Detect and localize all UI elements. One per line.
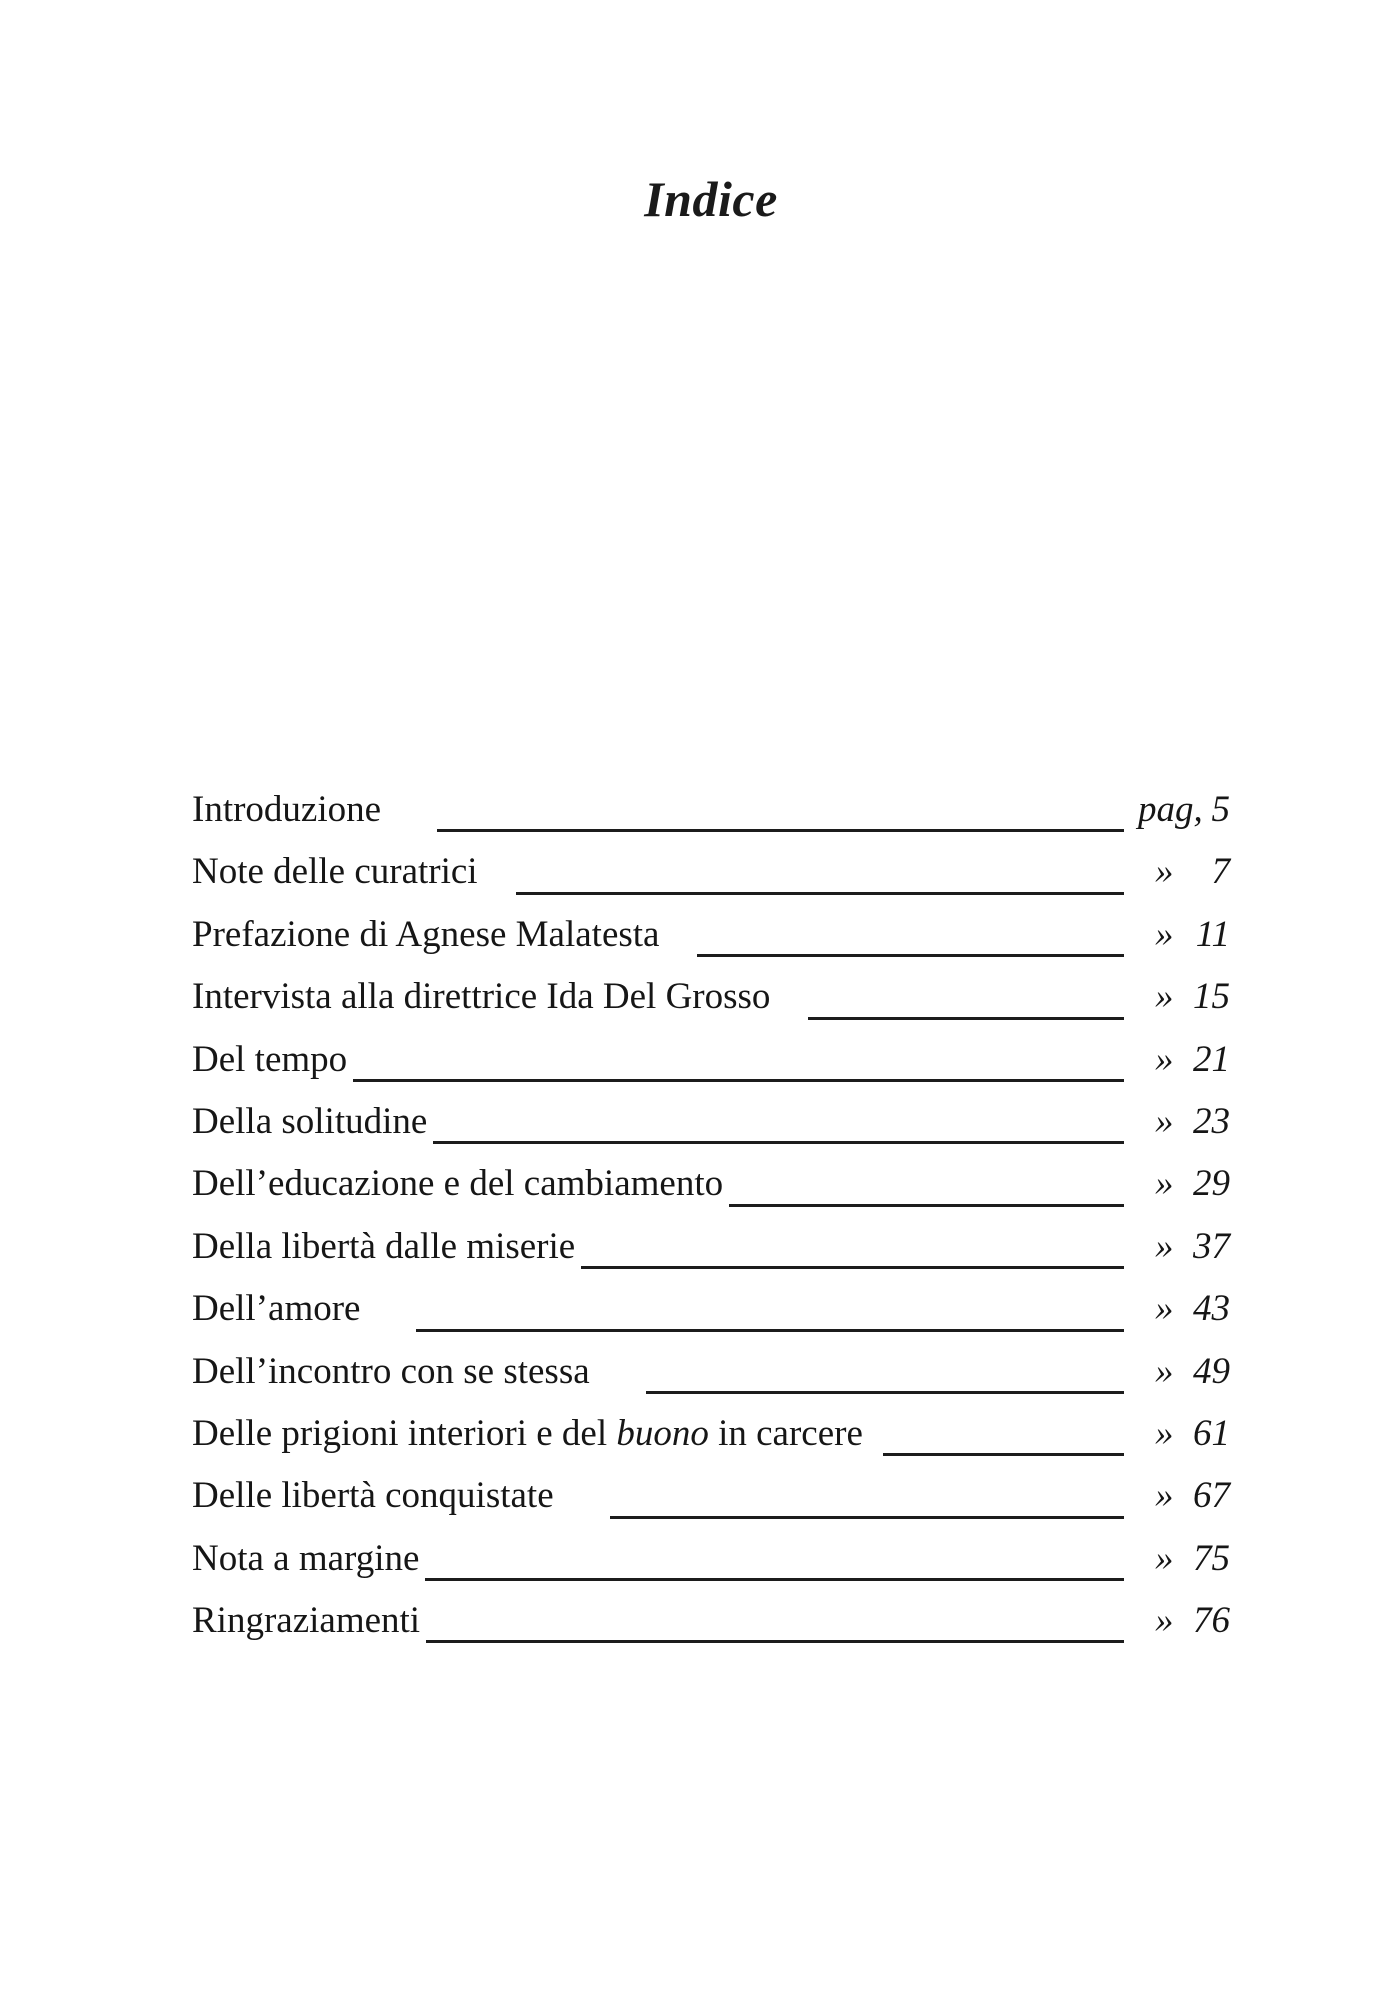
toc-page-column	[1138, 1590, 1230, 1652]
toc-row	[192, 1403, 1230, 1465]
toc-leader-line	[729, 1153, 1124, 1215]
toc-page-column	[1138, 1216, 1230, 1278]
toc-page-number: 29	[1193, 1163, 1230, 1205]
toc-page-mark: »	[1155, 1225, 1174, 1267]
toc-page-mark: »	[1155, 976, 1174, 1018]
toc-entry-label: Intervista alla direttrice Ida Del Grosso	[192, 976, 771, 1018]
toc-entry-label: Ringraziamenti	[192, 1600, 421, 1642]
toc-leader-line	[883, 1403, 1124, 1465]
toc-entry-label: Del tempo	[192, 1038, 348, 1080]
toc-leader-line	[416, 1278, 1124, 1340]
toc-page-mark: »	[1155, 1600, 1174, 1642]
toc-entry-label: Della libertà dalle miserie	[192, 1225, 576, 1267]
toc-entry-label-part: in carcere	[708, 1412, 863, 1454]
toc-page-number: 43	[1193, 1288, 1230, 1330]
toc-page-column	[1138, 1029, 1230, 1091]
toc-entry-label: Prefazione di Agnese Malatesta	[192, 913, 660, 955]
toc-row	[192, 1465, 1230, 1527]
toc-entry-label: Delle libertà conquistate	[192, 1475, 554, 1517]
toc-page-number: 61	[1193, 1412, 1230, 1454]
toc-leader-line	[697, 904, 1124, 966]
toc-row	[192, 1341, 1230, 1403]
toc-page-mark: »	[1155, 1537, 1174, 1579]
toc-page-column	[1138, 1403, 1230, 1465]
toc-page-column	[1138, 1465, 1230, 1527]
toc-page-column	[1138, 1153, 1230, 1215]
toc-page-column	[1138, 966, 1230, 1028]
toc-row	[192, 1216, 1230, 1278]
toc-leader-line	[581, 1216, 1124, 1278]
toc-entry-label: Nota a margine	[192, 1537, 420, 1579]
toc-leader-line	[646, 1341, 1124, 1403]
toc-page-number: 49	[1193, 1350, 1230, 1392]
toc-page-column	[1138, 841, 1230, 903]
page-title: Indice	[644, 171, 778, 227]
toc-page-mark: »	[1155, 1350, 1174, 1392]
toc-entry-label: Dell’educazione e del cambiamento	[192, 1163, 724, 1205]
toc-entry-label: Della solitudine	[192, 1100, 428, 1142]
toc-entry-label-part: Delle prigioni interiori e del	[192, 1412, 617, 1454]
toc-entry-label: Dell’incontro con se stessa	[192, 1350, 590, 1392]
toc-page-mark: »	[1155, 1100, 1174, 1142]
toc-leader-line	[433, 1091, 1124, 1153]
toc-leader-line	[353, 1029, 1124, 1091]
toc-page-column	[1138, 1341, 1230, 1403]
toc-page-mark: pag,	[1138, 789, 1203, 830]
toc-page-number: 5	[1211, 789, 1230, 830]
toc-page-column	[1138, 904, 1230, 966]
toc-page-mark: »	[1155, 913, 1174, 955]
toc-page-number: 67	[1193, 1475, 1230, 1517]
toc-row	[192, 1590, 1230, 1652]
toc-entry-label: Dell’amore	[192, 1288, 361, 1330]
toc-row	[192, 1278, 1230, 1340]
toc-row	[192, 966, 1230, 1028]
toc-row	[192, 779, 1230, 841]
toc-page-number: 15	[1193, 976, 1230, 1018]
toc-page-number: 21	[1193, 1038, 1230, 1080]
toc-leader-line	[425, 1528, 1124, 1590]
toc-page-number: 11	[1195, 913, 1230, 955]
toc-leader-line	[437, 779, 1124, 841]
toc-row	[192, 1091, 1230, 1153]
toc-page-mark: »	[1155, 1288, 1174, 1330]
toc-leader-line	[516, 841, 1124, 903]
toc-page-column	[1138, 1278, 1230, 1340]
toc-entry-label	[192, 1403, 863, 1465]
toc-entry-label: Introduzione	[192, 789, 382, 830]
toc-row	[192, 1528, 1230, 1590]
toc-entry-label-italic: buono	[616, 1412, 709, 1454]
toc-page-number: 75	[1193, 1537, 1230, 1579]
toc-page-mark: »	[1155, 1038, 1174, 1080]
toc-page-number: 7	[1211, 851, 1230, 893]
toc-page-number: 76	[1193, 1600, 1230, 1642]
toc-page-number: 37	[1193, 1225, 1230, 1267]
toc-row	[192, 841, 1230, 903]
toc-page-number: 23	[1193, 1100, 1230, 1142]
toc-page-mark: »	[1155, 1475, 1174, 1517]
toc-row	[192, 1029, 1230, 1091]
toc-leader-line	[808, 966, 1124, 1028]
toc-row	[192, 904, 1230, 966]
toc-page-column	[1138, 1528, 1230, 1590]
toc-entry-label: Note delle curatrici	[192, 851, 478, 893]
toc-page-column	[1138, 1091, 1230, 1153]
toc-page-mark: »	[1155, 1412, 1174, 1454]
toc-page-mark: »	[1155, 851, 1174, 893]
toc-leader-line	[610, 1465, 1124, 1527]
toc-page-mark: »	[1155, 1163, 1174, 1205]
toc-leader-line	[426, 1590, 1124, 1652]
table-of-contents	[192, 779, 1230, 1652]
toc-row	[192, 1153, 1230, 1215]
toc-page-column	[1138, 779, 1230, 841]
